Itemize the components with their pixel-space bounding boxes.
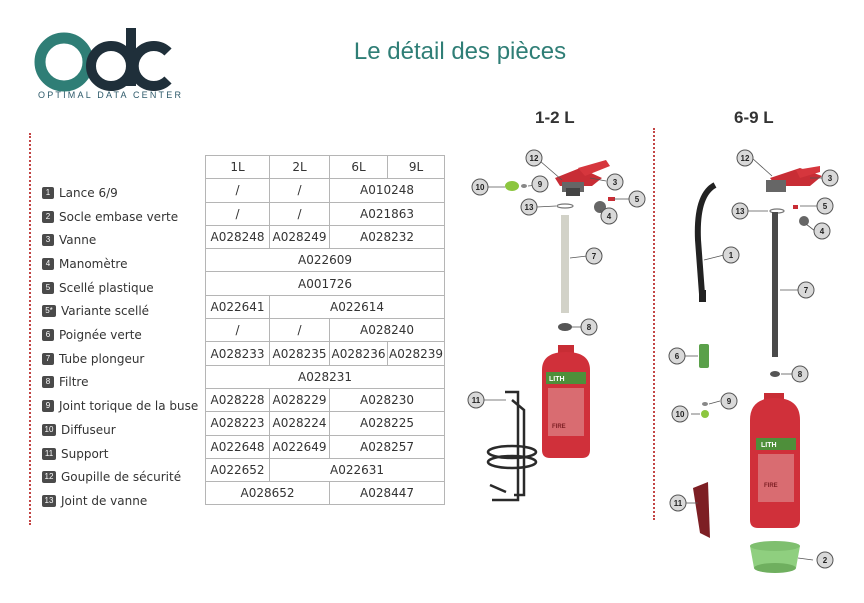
table-cell: A028224	[270, 412, 330, 435]
table-cell: A028230	[330, 388, 445, 411]
table-cell: A028229	[270, 388, 330, 411]
svg-text:1: 1	[728, 251, 734, 260]
small-seal	[608, 197, 615, 201]
svg-text:9: 9	[726, 397, 732, 406]
table-header-cell: 1L	[206, 156, 270, 179]
table-cell: /	[270, 319, 330, 342]
part-number-badge: 7	[42, 353, 54, 365]
table-cell: /	[206, 319, 270, 342]
table-cell: A022649	[270, 435, 330, 458]
table-cell: A028223	[206, 412, 270, 435]
svg-text:13: 13	[735, 207, 745, 216]
part-name: Variante scellé	[61, 304, 150, 319]
table-cell: A022641	[206, 295, 270, 318]
large-hose	[698, 185, 715, 294]
table-cell: A028240	[330, 319, 445, 342]
callout-small-9	[532, 176, 548, 192]
small-valve-joint	[557, 204, 573, 208]
large-dip-tube	[772, 212, 778, 357]
callout-small-4	[601, 208, 617, 224]
callout-large-8	[792, 366, 808, 382]
small-oring	[521, 184, 527, 188]
svg-text:11: 11	[673, 499, 683, 508]
part-name: Joint de vanne	[61, 493, 148, 508]
part-number-badge: 1	[42, 187, 54, 199]
part-name: Poignée verte	[59, 328, 142, 343]
table-cell: A028248	[206, 225, 270, 248]
table-cell: A022631	[270, 458, 445, 481]
table-cell: /	[206, 202, 270, 225]
callout-small-5	[629, 191, 645, 207]
large-valve-assembly	[766, 166, 822, 192]
table-cell: A028236	[330, 342, 388, 365]
large-wall-support	[693, 482, 710, 538]
part-number-badge: 2	[42, 211, 54, 223]
callout-large-5	[817, 198, 833, 214]
small-valve-assembly	[555, 160, 610, 196]
svg-text:2: 2	[822, 556, 828, 565]
table-cell: A022648	[206, 435, 270, 458]
svg-text:11: 11	[471, 396, 481, 405]
table-cell: /	[270, 179, 330, 202]
part-name: Goupille de sécurité	[61, 470, 182, 485]
part-number-badge: 10	[42, 424, 56, 436]
svg-text:3: 3	[827, 174, 833, 183]
table-cell: A028447	[330, 482, 445, 505]
part-name: Scellé plastique	[59, 280, 154, 295]
large-gauge	[799, 216, 809, 226]
table-cell: A022609	[206, 249, 445, 272]
part-number-badge: 6	[42, 329, 54, 341]
callout-large-4	[814, 223, 830, 239]
table-cell: A028235	[270, 342, 330, 365]
table-cell: A022614	[270, 295, 445, 318]
large-base	[750, 541, 800, 573]
svg-text:8: 8	[586, 323, 592, 332]
small-extinguisher	[542, 345, 590, 458]
table-cell: A028231	[206, 365, 445, 388]
callout-large-7	[798, 282, 814, 298]
diagram-label-small: 1-2 L	[535, 108, 575, 127]
callout-large-9	[721, 393, 737, 409]
table-cell: A028233	[206, 342, 270, 365]
table-cell: A028225	[330, 412, 445, 435]
part-name: Socle embase verte	[59, 209, 179, 224]
part-number-badge: 12	[42, 471, 56, 483]
small-diffuser	[505, 181, 519, 191]
table-cell: A028249	[270, 225, 330, 248]
part-number-badge: 4	[42, 258, 54, 270]
part-number-badge: 5	[42, 282, 54, 294]
svg-text:7: 7	[803, 286, 809, 295]
table-cell: A028652	[206, 482, 330, 505]
small-filter	[558, 323, 572, 331]
svg-text:FIRE: FIRE	[764, 483, 778, 489]
callout-large-13	[732, 203, 748, 219]
callout-small-7	[586, 248, 602, 264]
svg-text:3: 3	[612, 178, 618, 187]
svg-text:12: 12	[740, 154, 750, 163]
callout-small-12	[526, 150, 542, 166]
svg-text:LITH: LITH	[761, 442, 777, 449]
table-cell: A028228	[206, 388, 270, 411]
table-cell: A010248	[330, 179, 445, 202]
part-name: Joint torique de la buse	[59, 399, 199, 414]
table-cell: A022652	[206, 458, 270, 481]
part-name: Tube plongeur	[59, 351, 145, 366]
large-diffuser	[701, 410, 709, 418]
table-cell: A028239	[388, 342, 445, 365]
table-cell: /	[270, 202, 330, 225]
svg-text:5: 5	[822, 202, 828, 211]
part-number-badge: 5*	[42, 305, 56, 317]
table-cell: A028257	[330, 435, 445, 458]
callout-large-2	[817, 552, 833, 568]
svg-text:6: 6	[674, 352, 680, 361]
svg-text:13: 13	[524, 203, 534, 212]
callout-large-12	[737, 150, 753, 166]
svg-text:10: 10	[675, 410, 685, 419]
page-title: Le détail des pièces	[353, 38, 567, 65]
table-header-cell: 2L	[270, 156, 330, 179]
table-cell: /	[206, 179, 270, 202]
svg-text:FIRE: FIRE	[552, 424, 566, 430]
part-name: Manomètre	[59, 256, 128, 271]
callout-small-8	[581, 319, 597, 335]
part-name: Filtre	[59, 375, 89, 390]
svg-text:9: 9	[537, 180, 543, 189]
callout-large-6	[669, 348, 685, 364]
table-header-cell: 9L	[388, 156, 445, 179]
large-handle	[699, 344, 709, 368]
callout-small-13	[521, 199, 537, 215]
svg-text:12: 12	[529, 154, 539, 163]
part-name: Lance 6/9	[59, 185, 118, 200]
svg-text:LITH: LITH	[549, 376, 565, 383]
table-cell: A001726	[206, 272, 445, 295]
svg-text:5: 5	[634, 195, 640, 204]
part-number-badge: 9	[42, 400, 54, 412]
callout-large-1	[723, 247, 739, 263]
part-number-badge: 13	[42, 495, 56, 507]
part-name: Vanne	[59, 233, 97, 248]
svg-text:10: 10	[475, 183, 485, 192]
callout-large-10	[672, 406, 688, 422]
svg-text:4: 4	[606, 212, 612, 221]
svg-text:7: 7	[591, 252, 597, 261]
small-dip-tube	[561, 215, 569, 313]
callout-small-11	[468, 392, 484, 408]
part-number-badge: 8	[42, 376, 54, 388]
part-number-badge: 11	[42, 448, 56, 460]
svg-text:8: 8	[797, 370, 803, 379]
diagram-label-large: 6-9 L	[734, 108, 774, 127]
table-cell: A021863	[330, 202, 445, 225]
svg-text:4: 4	[819, 227, 825, 236]
large-oring	[702, 402, 708, 406]
callout-small-3	[607, 174, 623, 190]
callout-small-10	[472, 179, 488, 195]
part-name: Support	[61, 446, 109, 461]
large-filter	[770, 371, 780, 377]
large-hose-nozzle	[699, 290, 706, 302]
callout-large-11	[670, 495, 686, 511]
part-name: Diffuseur	[61, 422, 116, 437]
small-support-bracket	[488, 392, 536, 500]
large-seal	[793, 205, 798, 209]
table-header-cell: 6L	[330, 156, 388, 179]
callout-large-3	[822, 170, 838, 186]
table-cell: A028232	[330, 225, 445, 248]
part-number-badge: 3	[42, 234, 54, 246]
logo-tagline: OPTIMAL DATA CENTER	[38, 90, 184, 100]
large-extinguisher	[750, 393, 800, 528]
